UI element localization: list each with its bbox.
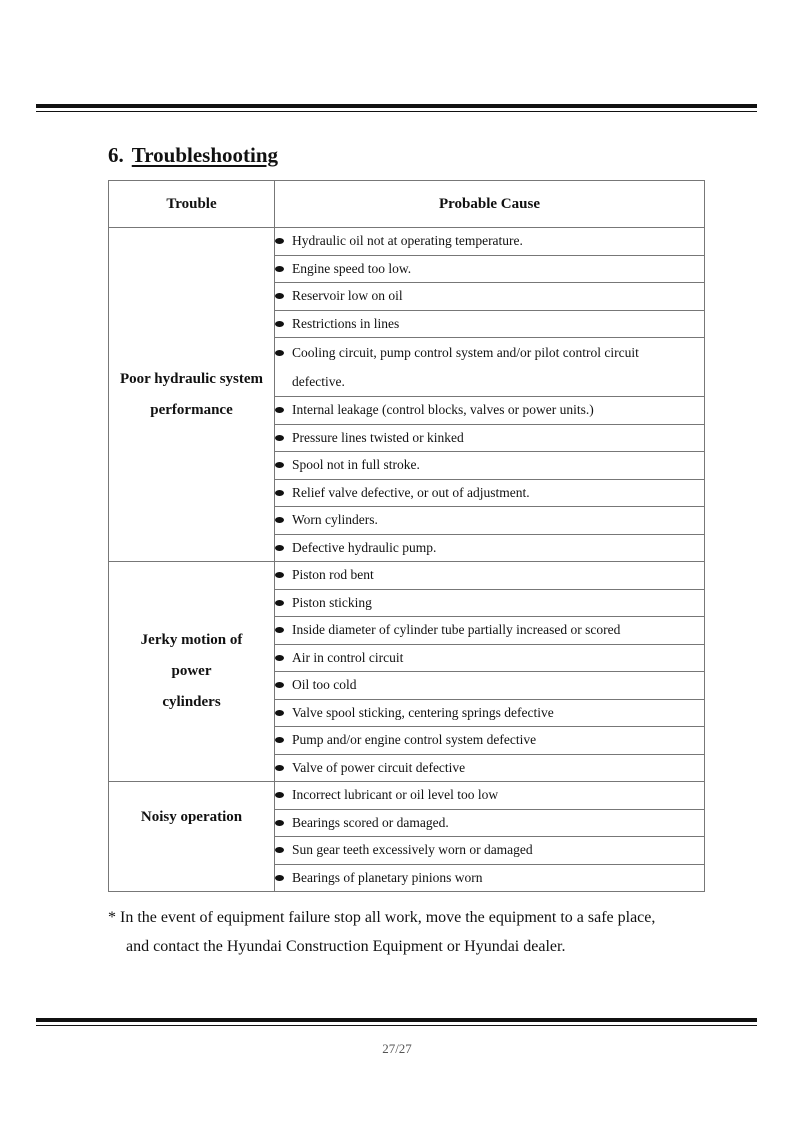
cause-cell xyxy=(275,479,705,507)
cause-text: Pump and/or engine control system defective xyxy=(292,732,537,748)
bullet-icon xyxy=(275,600,284,606)
bullet-icon xyxy=(275,820,284,826)
note-line: * In the event of equipment failure stop all work, move the equipment to a safe place, xyxy=(108,909,656,926)
cause-cell xyxy=(275,228,705,256)
cause-text: Air in control circuit xyxy=(292,649,404,665)
cause-text: Defective hydraulic pump. xyxy=(292,539,437,555)
trouble-text: Poor hydraulic system xyxy=(119,370,264,387)
cause-cell xyxy=(275,837,705,865)
top-rule xyxy=(36,104,757,112)
section-number: 6. xyxy=(108,143,124,167)
cause-cell xyxy=(275,338,705,397)
bullet-icon xyxy=(275,266,284,272)
bullet-icon xyxy=(275,765,284,771)
trouble-text: Jerky motion of xyxy=(140,632,243,648)
cause-cell xyxy=(275,310,705,338)
table-row xyxy=(109,228,705,256)
header-trouble: Trouble xyxy=(109,181,275,228)
trouble-text: power xyxy=(171,663,212,679)
cause-cell xyxy=(275,809,705,837)
cause-text: Internal leakage (control blocks, valves or power units.) xyxy=(292,402,594,418)
bullet-icon xyxy=(275,321,284,327)
cause-text: Worn cylinders. xyxy=(292,512,378,528)
cause-text: Cooling circuit, pump control system and/or pilot control circuit defective. xyxy=(292,345,639,389)
cause-text: Engine speed too low. xyxy=(292,260,412,276)
cause-cell xyxy=(275,562,705,590)
bullet-icon xyxy=(275,710,284,716)
cause-text: Piston sticking xyxy=(292,594,372,610)
cause-text: Incorrect lubricant or oil level too low xyxy=(292,787,499,803)
cause-cell xyxy=(275,397,705,425)
trouble-cell xyxy=(109,228,275,562)
cause-text: Pressure lines twisted or kinked xyxy=(292,429,464,445)
warning-note xyxy=(108,903,748,961)
bullet-icon xyxy=(275,407,284,413)
cause-cell xyxy=(275,424,705,452)
bullet-icon xyxy=(275,462,284,468)
cause-text: Oil too cold xyxy=(292,677,357,693)
cause-cell xyxy=(275,754,705,782)
cause-cell xyxy=(275,672,705,700)
header-probable-cause: Probable Cause xyxy=(275,181,705,228)
bottom-rule xyxy=(36,1018,757,1026)
bullet-icon xyxy=(275,655,284,661)
trouble-text: performance xyxy=(150,401,233,418)
cause-text: Hydraulic oil not at operating temperature. xyxy=(292,233,523,249)
table-row xyxy=(109,562,705,590)
cause-cell xyxy=(275,452,705,480)
cause-text: Spool not in full stroke. xyxy=(292,457,420,473)
cause-text: Relief valve defective, or out of adjustment. xyxy=(292,484,530,500)
bullet-icon xyxy=(275,572,284,578)
cause-text: Valve of power circuit defective xyxy=(292,759,466,775)
cause-cell xyxy=(275,782,705,810)
bullet-icon xyxy=(275,490,284,496)
cause-text: Sun gear teeth excessively worn or damaged xyxy=(292,842,533,858)
trouble-text: cylinders xyxy=(162,694,221,710)
bullet-icon xyxy=(275,350,284,356)
bullet-icon xyxy=(275,435,284,441)
cause-text: Piston rod bent xyxy=(292,567,374,583)
bullet-icon xyxy=(275,737,284,743)
bullet-icon xyxy=(275,545,284,551)
cause-cell xyxy=(275,283,705,311)
cause-cell xyxy=(275,617,705,645)
bullet-icon xyxy=(275,293,284,299)
cause-cell xyxy=(275,644,705,672)
bullet-icon xyxy=(275,792,284,798)
section-title: Troubleshooting xyxy=(131,143,279,167)
bullet-icon xyxy=(275,847,284,853)
trouble-cell xyxy=(109,562,275,782)
cause-cell xyxy=(275,534,705,562)
cause-cell xyxy=(275,699,705,727)
cause-text: Inside diameter of cylinder tube partially increased or scored xyxy=(292,622,621,638)
page-number: 27/27 xyxy=(382,1041,412,1056)
bullet-icon xyxy=(275,627,284,633)
cause-text: Restrictions in lines xyxy=(292,315,400,331)
trouble-cell xyxy=(109,782,275,892)
trouble-text: Noisy operation xyxy=(140,809,243,825)
cause-cell xyxy=(275,255,705,283)
note-line: and contact the Hyundai Construction Equipment or Hyundai dealer. xyxy=(126,938,566,955)
table-header-row xyxy=(109,181,705,228)
table-row xyxy=(109,782,705,810)
cause-cell xyxy=(275,507,705,535)
bullet-icon xyxy=(275,875,284,881)
cause-text: Reservoir low on oil xyxy=(292,288,403,304)
bullet-icon xyxy=(275,682,284,688)
section-heading xyxy=(108,143,278,168)
bullet-icon xyxy=(275,517,284,523)
cause-text: Bearings scored or damaged. xyxy=(292,814,449,830)
cause-cell xyxy=(275,589,705,617)
cause-cell xyxy=(275,727,705,755)
cause-text: Valve spool sticking, centering springs defective xyxy=(292,704,554,720)
troubleshooting-table xyxy=(108,180,705,892)
cause-cell xyxy=(275,864,705,892)
bullet-icon xyxy=(275,238,284,244)
cause-text: Bearings of planetary pinions worn xyxy=(292,869,483,885)
